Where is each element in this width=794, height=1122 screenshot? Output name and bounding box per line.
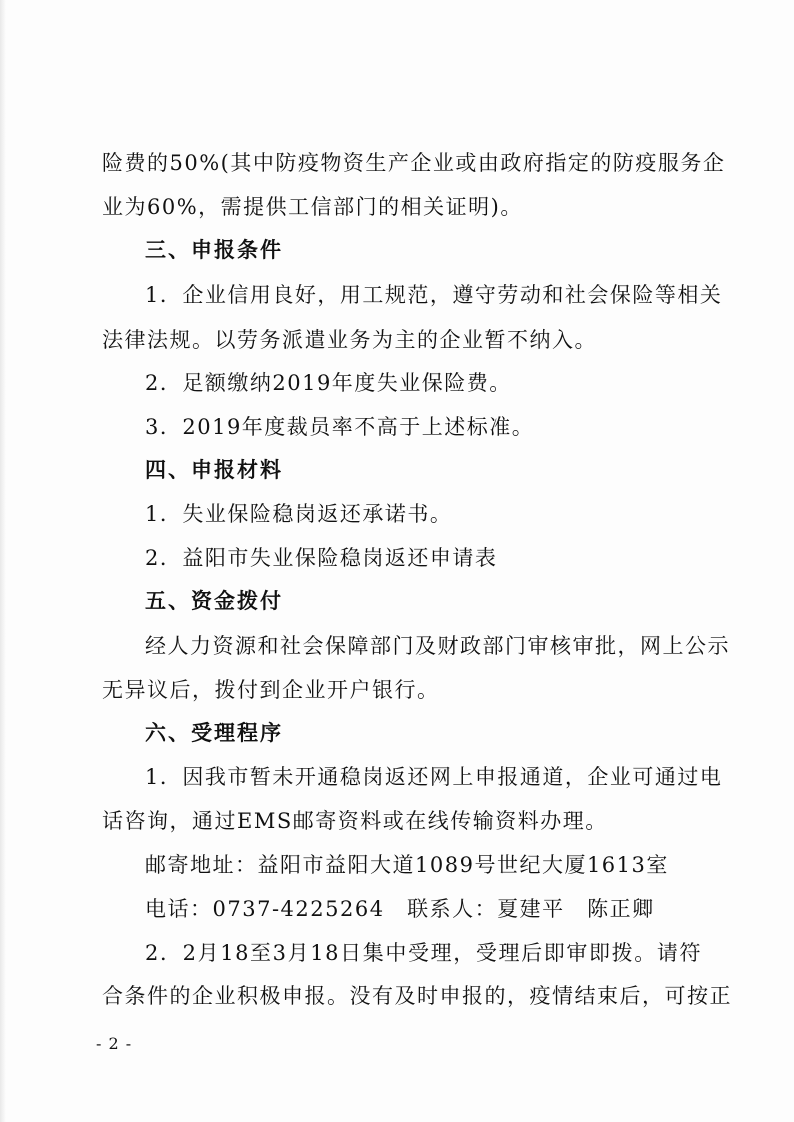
body-text-line: 3．2019年度裁员率不高于上述标准。: [145, 415, 535, 439]
body-text-line: 1．企业信用良好，用工规范，遵守劳动和社会保险等相关: [145, 283, 723, 307]
body-text-line: 2．益阳市失业保险稳岗返还申请表: [145, 546, 498, 570]
scan-edge-shadow: [0, 0, 6, 1122]
body-text-line: 业为60%，需提供工信部门的相关证明)。: [102, 195, 523, 219]
body-text-line: 险费的50%(其中防疫物资生产企业或由政府指定的防疫服务企: [102, 151, 726, 175]
body-text-line: 1．因我市暂未开通稳岗返还网上申报通道，企业可通过电: [145, 765, 723, 789]
section-heading-acceptance-procedure: 六、受理程序: [145, 721, 283, 745]
body-text-line: 1．失业保险稳岗返还承诺书。: [145, 502, 453, 526]
body-text-line: 2．足额缴纳2019年度失业保险费。: [145, 371, 512, 395]
section-heading-application-conditions: 三、申报条件: [145, 238, 283, 262]
body-text-line: 经人力资源和社会保障部门及财政部门审核审批，网上公示: [145, 634, 730, 658]
body-text-line: 法律法规。以劳务派遣业务为主的企业暂不纳入。: [102, 328, 597, 352]
mailing-address: 邮寄地址：益阳市益阳大道1089号世纪大厦1613室: [145, 853, 669, 877]
section-heading-fund-allocation: 五、资金拨付: [145, 589, 283, 613]
body-text-line: 话咨询，通过EMS邮寄资料或在线传输资料办理。: [102, 809, 608, 833]
body-text-line: 合条件的企业积极申报。没有及时申报的，疫情结束后，可按正: [102, 984, 732, 1008]
body-text-line: 无异议后，拨付到企业开户银行。: [102, 678, 440, 702]
page-number: - 2 -: [96, 1034, 133, 1053]
contact-phone: 电话：0737-4225264 联系人：夏建平 陈正卿: [145, 897, 655, 921]
section-heading-application-materials: 四、申报材料: [145, 458, 283, 482]
body-text-line: 2．2月18至3月18日集中受理，受理后即审即拨。请符: [145, 941, 702, 965]
